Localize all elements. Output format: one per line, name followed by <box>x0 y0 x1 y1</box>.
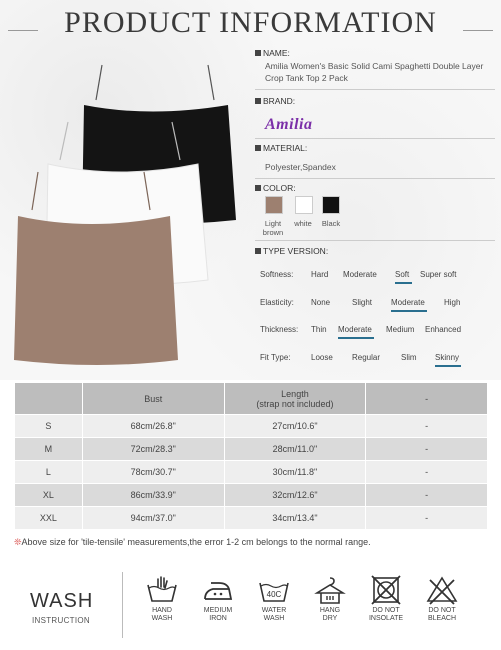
wash-subtitle: INSTRUCTION <box>32 616 90 625</box>
divider <box>255 240 495 241</box>
size-cell: XXL <box>15 507 83 530</box>
length-cell: 32cm/12.6" <box>224 484 366 507</box>
fit-type-option: Loose <box>311 353 333 362</box>
table-header-cell: - <box>366 383 488 415</box>
swatch-label-black: Black <box>321 219 341 228</box>
divider <box>255 178 495 179</box>
fit-type-label: Fit Type: <box>260 353 291 362</box>
no-bleach-label: DO NOT BLEACH <box>427 607 456 622</box>
table-header-cell <box>15 383 83 415</box>
type-version-label: TYPE VERSION: <box>255 246 328 256</box>
swatch-white[interactable] <box>295 196 313 214</box>
water-wash-item <box>252 575 296 623</box>
brand-label: BRAND: <box>255 96 295 106</box>
no-insolate-icon <box>369 575 403 605</box>
name-value: Amilia Women's Basic Solid Cami Spaghetti Double Layer Crop Tank Top 2 Pack <box>265 61 484 83</box>
water-temp-badge: 40C <box>266 590 282 599</box>
thickness-option: Medium <box>386 325 415 334</box>
hand-wash-icon <box>145 575 179 605</box>
extra-cell: - <box>366 484 488 507</box>
brand-logo: Amilia <box>265 116 313 133</box>
elasticity-option: High <box>444 298 461 307</box>
softness-label: Softness: <box>260 270 294 279</box>
bust-cell: 68cm/26.8" <box>82 415 224 438</box>
thickness-option-selected: Moderate <box>338 325 372 334</box>
bust-cell: 72cm/28.3" <box>82 438 224 461</box>
elasticity-option-selected: Moderate <box>391 298 425 307</box>
thickness-option: Thin <box>311 325 327 334</box>
fit-type-option-selected: Skinny <box>435 353 460 362</box>
wash-divider <box>122 572 123 638</box>
elasticity-option: Slight <box>352 298 373 307</box>
size-table <box>14 382 488 530</box>
table-header-bust: Bust <box>82 383 224 415</box>
thickness-label: Thickness: <box>260 325 299 334</box>
length-cell: 30cm/11.8" <box>224 461 366 484</box>
softness-selected-underline <box>395 282 412 284</box>
thickness-option: Enhanced <box>425 325 462 334</box>
swatch-label-light-brown: Light brown <box>262 219 284 237</box>
extra-cell: - <box>366 507 488 530</box>
extra-cell: - <box>366 438 488 461</box>
elasticity-option: None <box>311 298 331 307</box>
no-bleach-icon <box>425 575 459 605</box>
divider <box>255 89 495 90</box>
bust-cell: 86cm/33.9" <box>82 484 224 507</box>
wash-title: WASH <box>30 590 94 612</box>
length-cell: 28cm/11.0" <box>224 438 366 461</box>
softness-option-selected: Soft <box>395 270 410 279</box>
softness-option: Super soft <box>420 270 457 279</box>
fit-type-option: Slim <box>401 353 417 362</box>
length-cell: 27cm/10.6" <box>224 415 366 438</box>
size-cell: XL <box>15 484 83 507</box>
table-row <box>15 461 488 484</box>
table-header-length: Length (strap not included) <box>224 383 366 415</box>
water-wash-label: WATER WASH <box>261 607 287 622</box>
table-row <box>15 415 488 438</box>
fit-type-option: Regular <box>352 353 381 362</box>
hand-wash-label: HAND WASH <box>151 607 173 622</box>
material-value: Polyester,Spandex <box>265 162 336 172</box>
elasticity-selected-underline <box>391 310 427 312</box>
material-label: MATERIAL: <box>255 143 307 153</box>
length-cell: 34cm/13.4" <box>224 507 366 530</box>
swatch-light-brown[interactable] <box>265 196 283 214</box>
softness-option: Hard <box>311 270 329 279</box>
name-label: NAME: <box>255 48 290 58</box>
table-row <box>15 507 488 530</box>
divider <box>255 138 495 139</box>
size-cell: L <box>15 461 83 484</box>
bust-cell: 78cm/30.7" <box>82 461 224 484</box>
size-cell: M <box>15 438 83 461</box>
iron-label: MEDIUM IRON <box>203 607 233 622</box>
size-note <box>14 537 371 548</box>
iron-item <box>196 575 240 623</box>
note-text: Above size for 'tile-tensile' measurements,the error 1-2 cm belongs to the normal range. <box>21 537 371 547</box>
table-row <box>15 484 488 507</box>
extra-cell: - <box>366 415 488 438</box>
extra-cell: - <box>366 461 488 484</box>
no-insolate-label: DO NOT INSOLATE <box>368 607 404 622</box>
color-label: COLOR: <box>255 183 296 193</box>
table-row <box>15 438 488 461</box>
fit-type-selected-underline <box>435 365 461 367</box>
thickness-selected-underline <box>338 337 374 339</box>
hang-dry-label: HANG DRY <box>319 607 341 622</box>
softness-option: Moderate <box>343 270 377 279</box>
swatch-black[interactable] <box>322 196 340 214</box>
no-insolate-item <box>364 575 408 623</box>
hang-dry-item <box>308 575 352 623</box>
product-image <box>10 60 250 370</box>
wash-instruction-section <box>0 560 501 650</box>
table-header-row <box>15 383 488 415</box>
hand-wash-item <box>140 575 184 623</box>
bust-cell: 94cm/37.0" <box>82 507 224 530</box>
page-title: PRODUCT INFORMATION <box>64 6 437 39</box>
hang-dry-icon <box>313 575 347 605</box>
no-bleach-item <box>420 575 464 623</box>
iron-icon <box>201 575 235 605</box>
elasticity-label: Elasticity: <box>260 298 294 307</box>
size-cell: S <box>15 415 83 438</box>
water-wash-icon <box>257 575 291 605</box>
note-mark-icon: ❊ <box>14 537 22 547</box>
swatch-label-white: white <box>294 219 312 228</box>
